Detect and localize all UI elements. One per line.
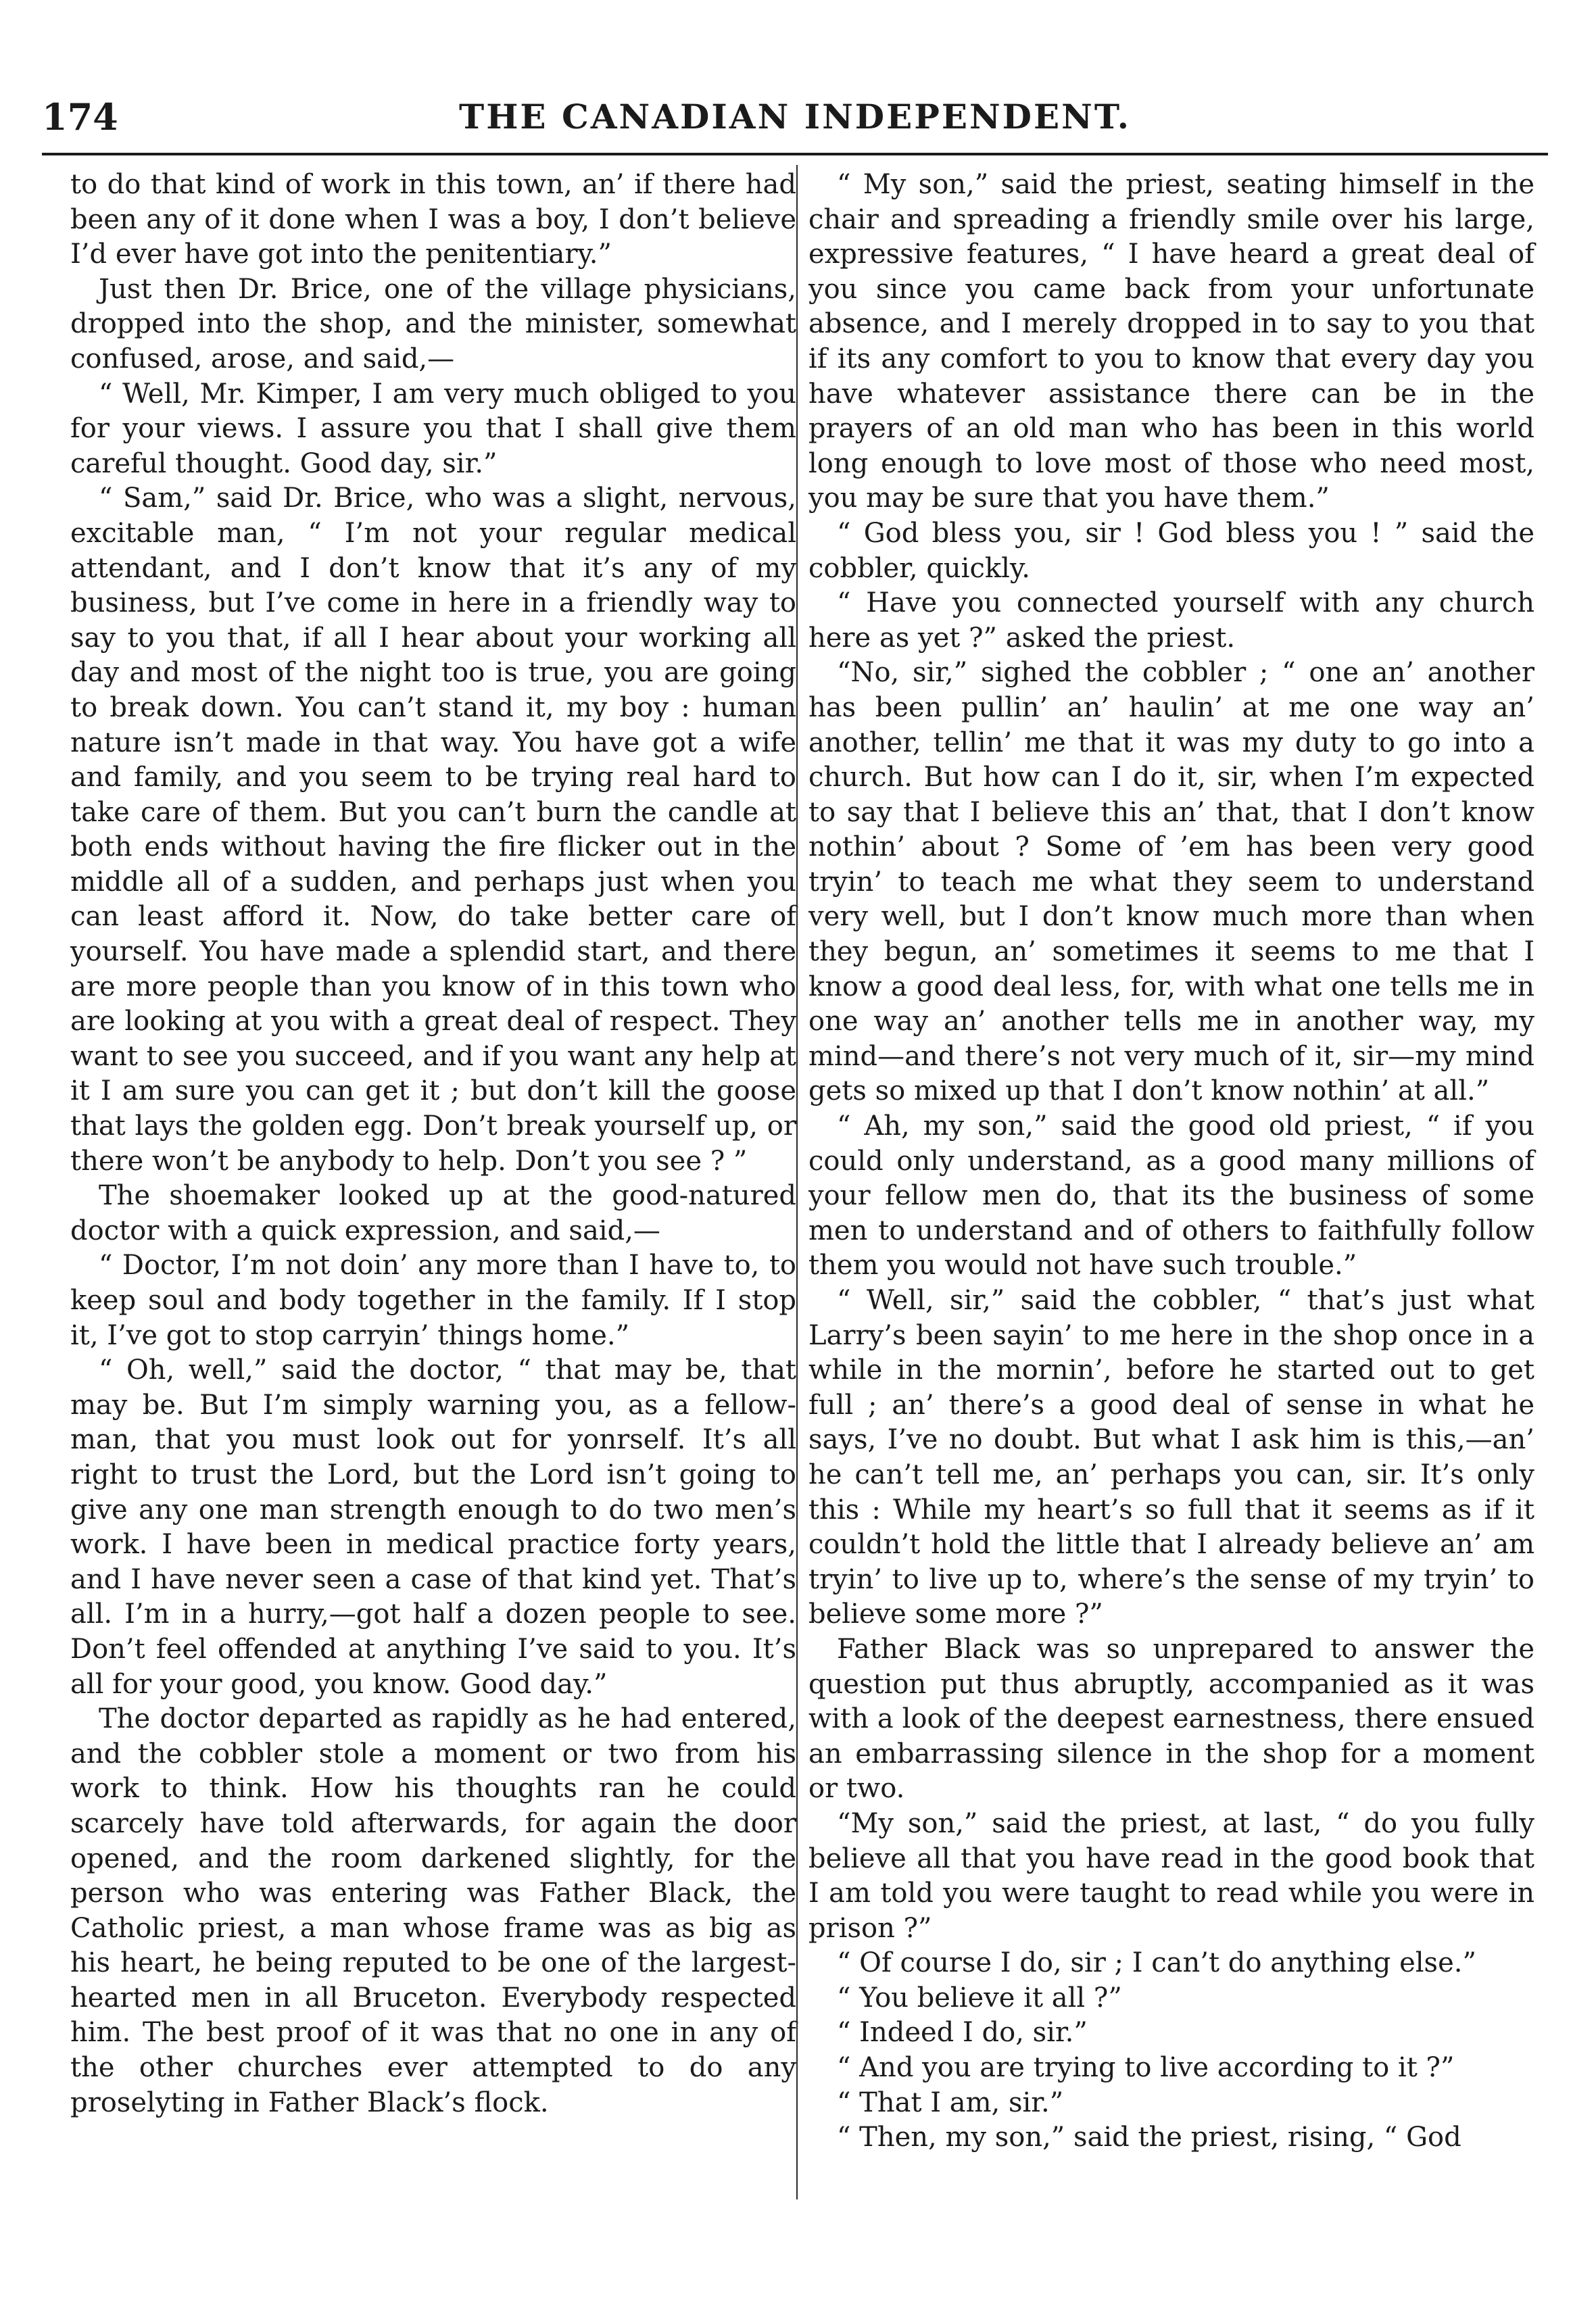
paragraph: Father Black was so unprepared to answer the question put thus abruptly, accompanied as it was with a look of the deepest earnestness, there ensued an embarrassing silence in the shop for a moment or two. bbox=[808, 1633, 1534, 1805]
left-column bbox=[70, 168, 796, 2120]
paragraph: “No, sir,” sighed the cobbler ; “ one an’ another has been pullin’ an’ haulin’ at me one way an’ another, tellin’ me that it was my duty to go into a church. But how can I do it, sir, when I’m expected to say that I believe this an’ that, that I don’t know nothin’ about ? Some of ’em has been very good tryin’ to teach me what they seem to understand very well, but I don’t know much more than when they begun, an’ sometimes it seems to me that I know a good deal less, for, with what one tells me in one way an’ another tells me in another way, my mind—and there’s not very much of it, sir—my mind gets so mixed up that I don’t know nothin’ at all.” bbox=[808, 657, 1534, 1107]
paragraph: The shoemaker looked up at the good-natured doctor with a quick expression, and said,— bbox=[70, 1180, 796, 1246]
paragraph: to do that kind of work in this town, an’ if there had been any of it done when I was a boy, I don’t believe I’d ever have got into the penitentiary.” bbox=[70, 169, 796, 270]
page-number: 174 bbox=[42, 95, 118, 139]
paragraph: “ Ah, my son,” said the good old priest, “ if you could only understand, as a good many millions of your fellow men do, that its the business of some men to understand and of others to faithfully follow them you would not have such trouble.” bbox=[808, 1111, 1534, 1282]
paragraph: “ Of course I do, sir ; I can’t do anything else.” bbox=[837, 1947, 1476, 1979]
paragraph: “ Doctor, I’m not doin’ any more than I have to, to keep soul and body together in the family. If I stop it, I’ve got to stop carryin’ things home.” bbox=[70, 1250, 796, 1351]
paragraph: “ My son,” said the priest, seating himself in the chair and spreading a friendly smile over his large, expressive features, “ I have heard a great deal of you since you came back from your unfortunate absence, and I merely dropped in to say to you that if its any comfort to you to know that every day you have whatever assistance there can be in the prayers of an old man who has been in this world long enough to love most of those who need most, you may be sure that you have them.” bbox=[808, 169, 1534, 514]
right-column bbox=[808, 168, 1534, 2155]
header-rule bbox=[42, 153, 1548, 155]
paragraph: “ And you are trying to live according to it ?” bbox=[837, 2052, 1455, 2084]
paragraph: “ Well, sir,” said the cobbler, “ that’s just what Larry’s been sayin’ to me here in the shop once in a while in the mornin’, before he started out to get full ; an’ there’s a good deal of sense in what he says, I’ve no doubt. But what I ask him is this,—an’ he can’t tell me, an’ perhaps you can, sir. It’s only this : While my heart’s so full that it seems as if it couldn’t hold the little that I already believe an’ am tryin’ to live up to, where’s the sense of my tryin’ to believe some more ?” bbox=[808, 1285, 1534, 1630]
paragraph: “ Sam,” said Dr. Brice, who was a slight, nervous, excitable man, “ I’m not your regular medical attendant, and I don’t know that it’s any of my business, but I’ve come in here in a friendly way to say to you that, if all I hear about your working all day and most of the night too is true, you are going to break down. You can’t stand it, my boy : human nature isn’t made in that way. You have got a wife and family, and you seem to be trying real hard to take care of them. But you can’t burn the candle at both ends without having the fire flicker out in the middle all of a sudden, and perhaps just when you can least afford it. Now, do take better care of yourself. You have made a splendid start, and there are more people than you know of in this town who are looking at you with a great deal of respect. They want to see you succeed, and if you want any help at it I am sure you can get it ; but don’t kill the goose that lays the golden egg. Don’t break yourself up, or there won’t be anybody to help. Don’t you see ? ” bbox=[70, 483, 796, 1177]
paragraph: “My son,” said the priest, at last, “ do you fully believe all that you have read in the good book that I am told you were taught to read while you were in prison ?” bbox=[808, 1807, 1534, 1944]
paragraph: “ You believe it all ?” bbox=[837, 1982, 1122, 2014]
paragraph: “ That I am, sir.” bbox=[837, 2087, 1064, 2118]
paragraph: The doctor departed as rapidly as he had entered, and the cobbler stole a moment or two from his work to think. How his thoughts ran he could scarcely have told afterwards, for again the door opened, and the room darkened slightly, for the person who was entering was Father Black, the Catholic priest, a man whose frame was as big as his heart, he being reputed to be one of the largest-hearted men in all Bruceton. Everybody respected him. The best proof of it was that no one in any of the other churches ever attempted to do any proselyting in Father Black’s flock. bbox=[70, 1703, 796, 2118]
journal-title: THE CANADIAN INDEPENDENT. bbox=[458, 97, 1132, 137]
paragraph: “ Then, my son,” said the priest, rising, “ God bbox=[837, 2122, 1461, 2153]
paragraph: Just then Dr. Brice, one of the village physicians, dropped into the shop, and the minister, somewhat confused, arose, and said,— bbox=[70, 273, 796, 374]
paragraph: “ Indeed I do, sir.” bbox=[837, 2017, 1088, 2049]
paragraph: “ Have you connected yourself with any church here as yet ?” asked the priest. bbox=[808, 587, 1534, 654]
paragraph: “ God bless you, sir ! God bless you ! ” said the cobbler, quickly. bbox=[808, 517, 1534, 584]
column-divider bbox=[796, 165, 798, 2199]
paragraph: “ Well, Mr. Kimper, I am very much obliged to you for your views. I assure you that I shall give them careful thought. Good day, sir.” bbox=[70, 378, 796, 479]
masthead bbox=[42, 89, 1548, 149]
paragraph: “ Oh, well,” said the doctor, “ that may be, that may be. But I’m simply warning you, as a fellow-man, that you must look out for yonrself. It’s all right to trust the Lord, but the Lord isn’t going to give any one man strength enough to do two men’s work. I have been in medical practice forty years, and I have never seen a case of that kind yet. That’s all. I’m in a hurry,—got half a dozen people to see. Don’t feel offended at anything I’ve said to you. It’s all for your good, you know. Good day.” bbox=[70, 1355, 796, 1700]
